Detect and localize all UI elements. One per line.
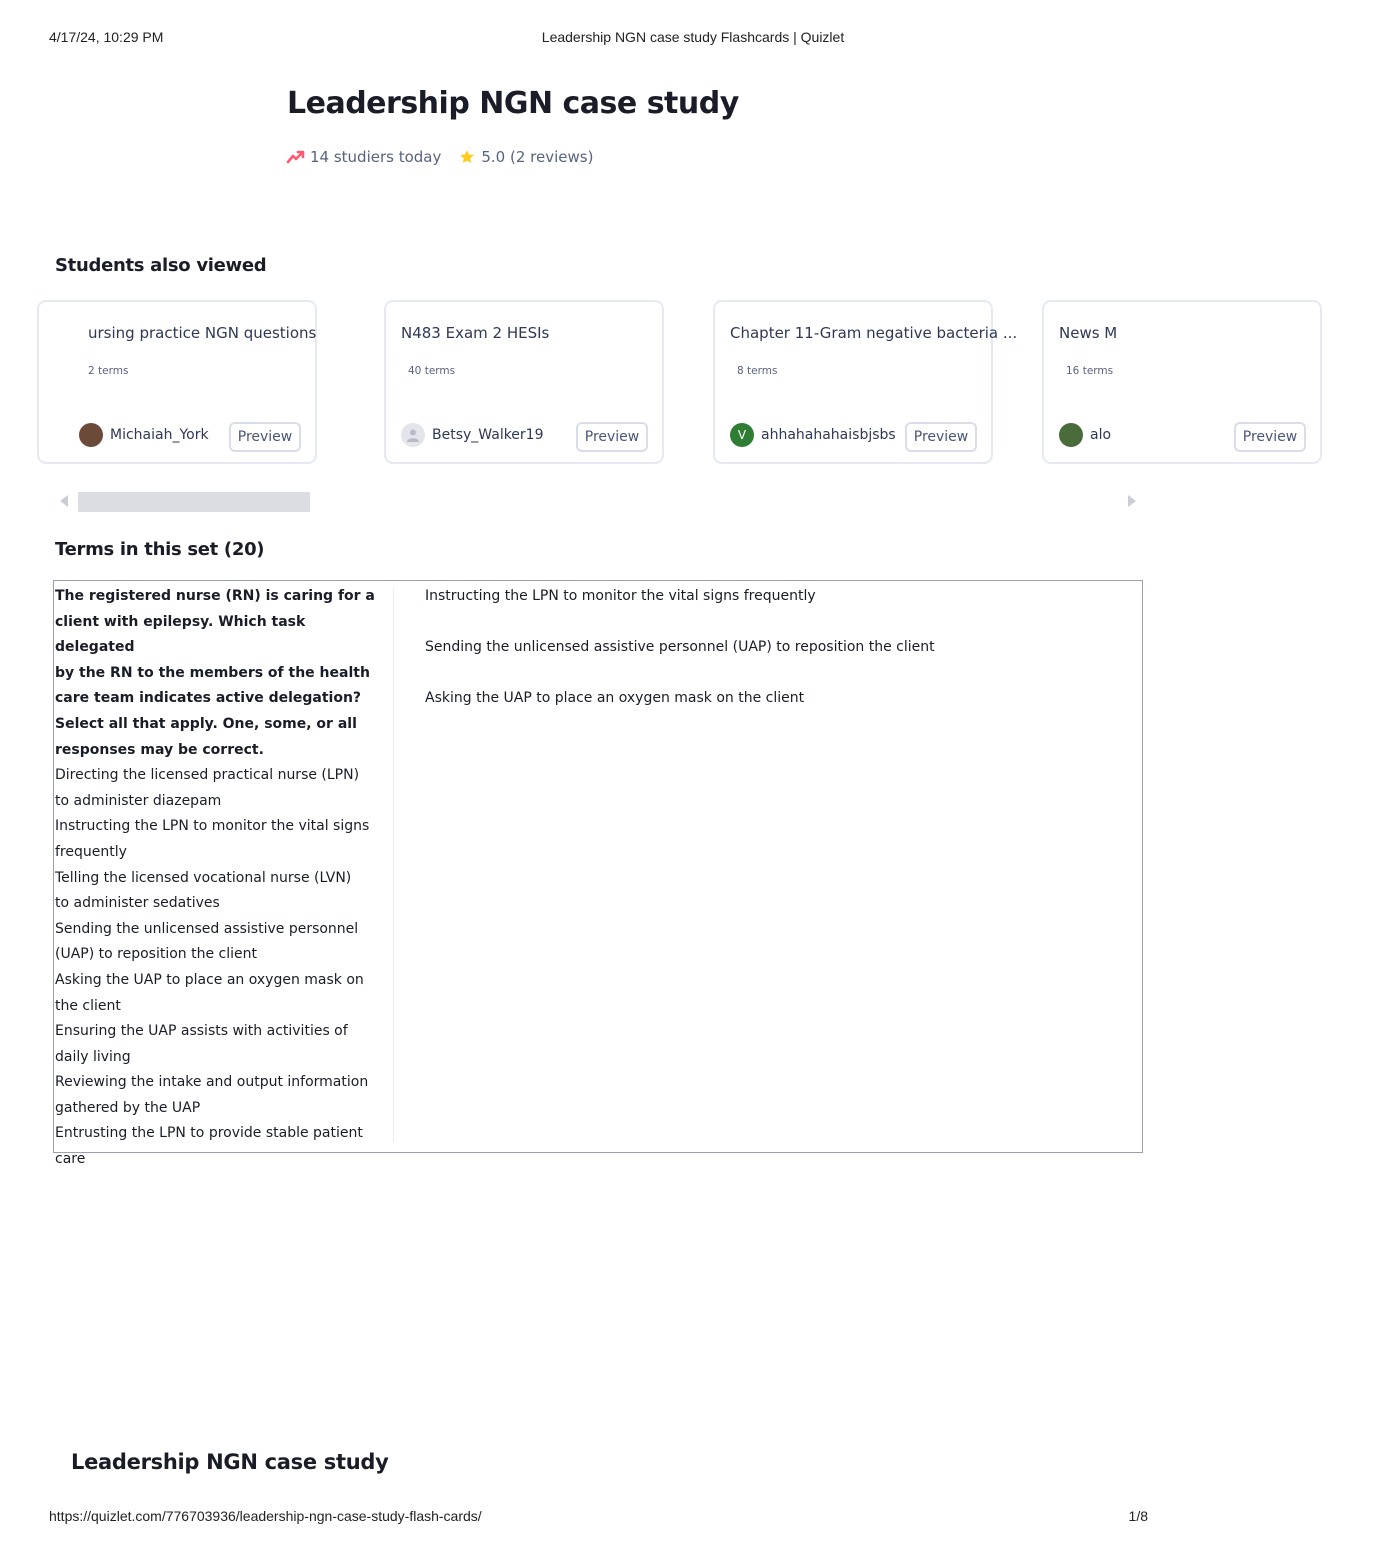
option-line: (UAP) to reposition the client [55,946,257,963]
card-title[interactable]: ursing practice NGN questions [88,324,317,342]
default-user-icon [405,427,421,443]
card-title[interactable]: Chapter 11-Gram negative bacteria ... [730,324,1018,342]
question-line: responses may be correct. [55,741,264,758]
option-line: frequently [55,843,127,860]
print-url: https://quizlet.com/776703936/leadership-ngn-case-study-flash-cards/ [49,1508,482,1524]
question-line: The registered nurse (RN) is caring for a [55,588,375,604]
students-also-viewed-carousel[interactable] [86,298,1298,474]
avatar [401,423,425,447]
definition-side [425,584,1125,738]
avatar [79,423,103,447]
scroll-right-arrow-icon[interactable] [1128,495,1136,507]
preview-button[interactable]: Preview [229,422,301,452]
option-line: Sending the unlicensed assistive personnel [55,920,359,937]
definition-line: Sending the unlicensed assistive personnel (UAP) to reposition the client [425,639,935,656]
card-user[interactable] [79,423,209,447]
option-line: Ensuring the UAP assists with activities of [55,1023,348,1040]
print-page-title: Leadership NGN case study Flashcards | Quizlet [541,29,845,45]
option-line: to administer sedatives [55,895,220,912]
card-user[interactable] [401,423,544,447]
option-line: Asking the UAP to place an oxygen mask on [55,971,364,988]
card-terms-count: 16 terms [1066,365,1114,377]
next-page-title: Leadership NGN case study [71,1450,389,1474]
star-icon [459,149,475,165]
card-user[interactable] [730,423,896,447]
term-side [55,584,380,1173]
card-username: alo [1090,427,1112,443]
print-header [0,29,1200,49]
study-set-card[interactable] [1042,300,1322,464]
option-line: to administer diazepam [55,792,222,809]
card-user[interactable] [1059,423,1111,447]
card-username: Michaiah_York [110,427,209,443]
study-set-card[interactable] [37,300,317,464]
rating-text[interactable]: 5.0 (2 reviews) [481,148,594,166]
study-set-card[interactable] [713,300,1018,464]
option-line: the client [55,997,121,1014]
question-line: by the RN to the members of the health [55,664,370,681]
definition-line: Asking the UAP to place an oxygen mask on the client [425,690,805,707]
option-line: Telling the licensed vocational nurse (LVN) [55,869,352,886]
set-title: Leadership NGN case study [287,86,739,121]
studiers-count: 14 studiers today [310,148,442,166]
avatar [1059,423,1083,447]
option-line: Entrusting the LPN to provide stable patient [55,1125,363,1142]
option-line: Reviewing the intake and output information [55,1074,369,1091]
preview-button[interactable]: Preview [576,422,648,452]
print-page-number: 1/8 [1128,1508,1148,1524]
option-line: care [55,1151,86,1168]
set-stats [287,146,593,168]
horizontal-scrollbar-thumb[interactable] [78,492,310,512]
print-footer [0,1508,1200,1528]
option-line: Instructing the LPN to monitor the vital signs [55,818,370,835]
question-line: client with epilepsy. Which task delegated [55,613,306,656]
card-username: ahhahahahaisbjsbs [761,427,896,443]
column-divider [393,589,394,1142]
trending-up-icon [287,150,305,164]
term-card [53,580,1143,1168]
card-terms-count: 8 terms [737,365,778,377]
preview-button[interactable]: Preview [1234,422,1306,452]
question-line: Select all that apply. One, some, or all [55,715,357,732]
terms-in-set-heading: Terms in this set (20) [55,539,265,560]
option-line: gathered by the UAP [55,1099,201,1116]
option-line: daily living [55,1048,131,1065]
card-title[interactable]: N483 Exam 2 HESIs [401,324,550,342]
card-terms-count: 2 terms [88,365,129,377]
card-terms-count: 40 terms [408,365,456,377]
card-username: Betsy_Walker19 [432,427,544,443]
card-title[interactable]: News M [1059,324,1118,342]
preview-button[interactable]: Preview [905,422,977,452]
avatar: V [730,423,754,447]
definition-line: Instructing the LPN to monitor the vital signs frequently [425,588,816,604]
question-line: care team indicates active delegation? [55,690,362,707]
print-datetime: 4/17/24, 10:29 PM [49,29,164,45]
scroll-left-arrow-icon[interactable] [60,495,68,507]
students-also-viewed-heading: Students also viewed [55,255,267,276]
option-line: Directing the licensed practical nurse (LPN) [55,767,360,784]
study-set-card[interactable] [384,300,664,464]
